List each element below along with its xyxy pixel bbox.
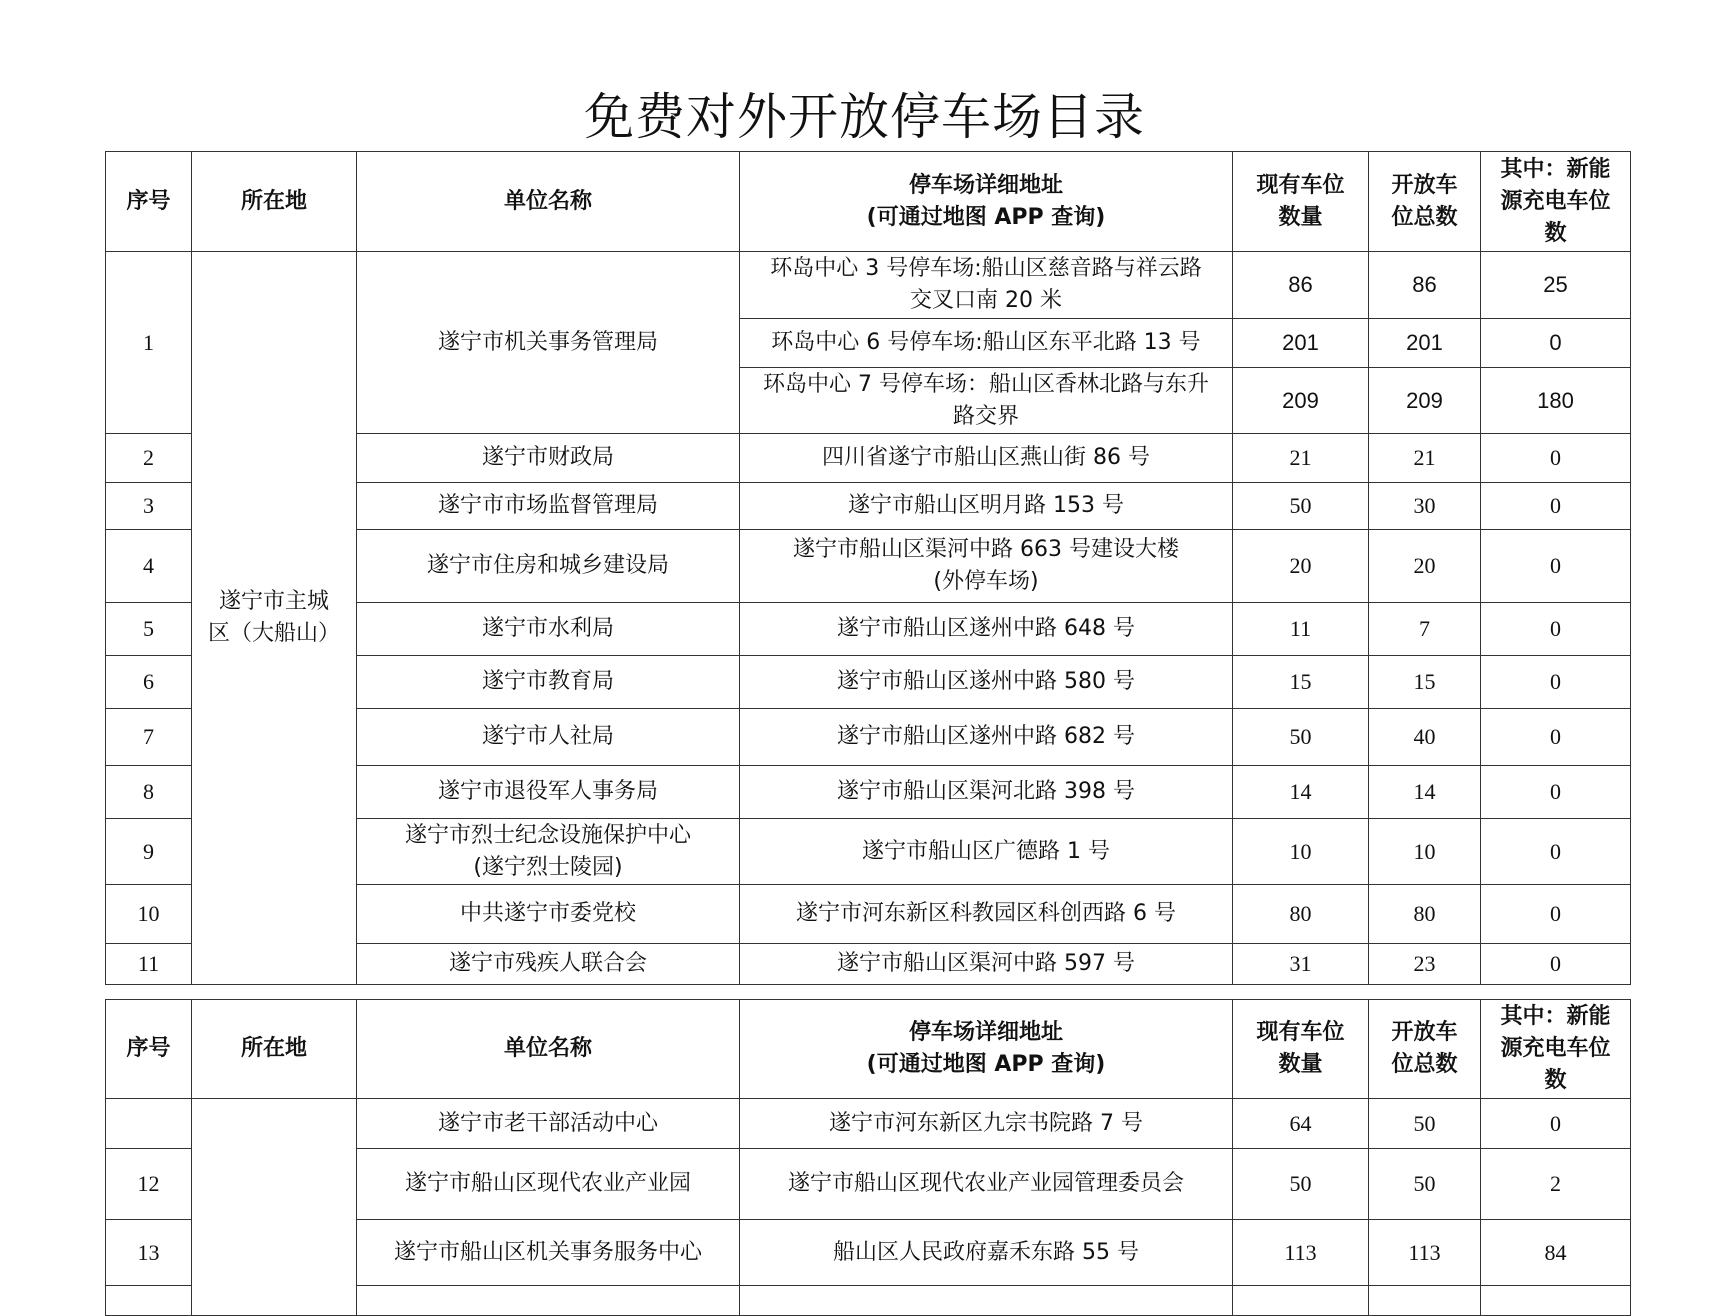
header-address-line1: 停车场详细地址	[908, 172, 1063, 198]
header-ev-line2: 源充电车位	[1500, 1036, 1611, 1061]
open-cell: 10	[1369, 819, 1481, 885]
existing-cell: 64	[1233, 1099, 1369, 1149]
ev-cell: 25	[1481, 252, 1631, 319]
unit-cell: 遂宁市船山区现代农业产业园	[357, 1149, 740, 1220]
unit-cell: 遂宁市住房和城乡建设局	[357, 530, 740, 603]
seq-cell: 8	[106, 766, 192, 819]
header-row	[106, 152, 1631, 252]
seq-cell: 2	[106, 434, 192, 483]
header-seq: 序号	[106, 152, 192, 252]
address-cell: 遂宁市河东新区九宗书院路 7 号	[740, 1099, 1233, 1149]
unit-cell: 遂宁市教育局	[357, 656, 740, 709]
existing-cell: 11	[1233, 603, 1369, 656]
ev-cell: 0	[1481, 319, 1631, 368]
address-cell	[740, 530, 1233, 603]
header-seq: 序号	[106, 1000, 192, 1099]
header-address	[740, 1000, 1233, 1099]
address-cell: 遂宁市船山区渠河中路 597 号	[740, 944, 1233, 985]
header-existing-line1: 现有车位	[1256, 1020, 1345, 1045]
location-line1: 遂宁市主城	[218, 589, 329, 614]
header-ev-line3: 数	[1544, 1068, 1567, 1093]
seq-cell: 5	[106, 603, 192, 656]
header-existing-line2: 数量	[1278, 204, 1323, 230]
address-cell: 遂宁市船山区现代农业产业园管理委员会	[740, 1149, 1233, 1220]
address-line1: 遂宁市船山区渠河中路 663 号建设大楼	[793, 537, 1179, 562]
ev-cell: 0	[1481, 656, 1631, 709]
location-cell	[192, 252, 357, 985]
unit-cell: 遂宁市人社局	[357, 709, 740, 766]
header-address-line2: (可通过地图 APP 查询)	[866, 1052, 1106, 1077]
open-cell: 50	[1369, 1149, 1481, 1220]
unit-cell: 遂宁市老干部活动中心	[357, 1099, 740, 1149]
existing-cell: 31	[1233, 944, 1369, 985]
address-cell	[740, 1286, 1233, 1316]
existing-cell: 21	[1233, 434, 1369, 483]
existing-cell: 50	[1233, 1149, 1369, 1220]
parking-table-page-2	[105, 999, 1631, 1316]
location-cell	[192, 1099, 357, 1316]
unit-line1: 遂宁市烈士纪念设施保护中心	[404, 822, 691, 848]
header-row	[106, 1000, 1631, 1099]
open-cell: 20	[1369, 530, 1481, 603]
header-ev-line3: 数	[1544, 220, 1567, 246]
existing-cell: 15	[1233, 656, 1369, 709]
header-address-line1: 停车场详细地址	[908, 1020, 1063, 1045]
seq-cell: 12	[106, 1149, 192, 1220]
ev-cell: 0	[1481, 885, 1631, 944]
header-ev-line1: 其中：新能	[1500, 1004, 1611, 1029]
unit-cell: 遂宁市残疾人联合会	[357, 944, 740, 985]
open-cell: 201	[1369, 319, 1481, 368]
address-line2: 交叉口南 20 米	[910, 288, 1062, 313]
ev-cell: 0	[1481, 483, 1631, 530]
open-cell: 7	[1369, 603, 1481, 656]
table-row	[106, 252, 1631, 319]
seq-cell: 4	[106, 530, 192, 603]
address-cell	[740, 252, 1233, 319]
header-existing-line2: 数量	[1278, 1052, 1323, 1077]
seq-cell	[106, 1286, 192, 1316]
header-unit: 单位名称	[357, 152, 740, 252]
header-address	[740, 152, 1233, 252]
header-open	[1369, 1000, 1481, 1099]
address-line1: 环岛中心 3 号停车场:船山区慈音路与祥云路	[770, 256, 1202, 281]
header-ev-line2: 源充电车位	[1500, 188, 1611, 214]
seq-cell: 7	[106, 709, 192, 766]
ev-cell: 0	[1481, 819, 1631, 885]
ev-cell: 84	[1481, 1220, 1631, 1286]
header-open-line2: 位总数	[1391, 204, 1458, 230]
seq-cell: 3	[106, 483, 192, 530]
seq-cell: 6	[106, 656, 192, 709]
address-cell: 遂宁市船山区明月路 153 号	[740, 483, 1233, 530]
address-line2: (外停车场)	[933, 569, 1039, 594]
open-cell: 209	[1369, 368, 1481, 434]
unit-cell	[357, 1286, 740, 1316]
unit-cell: 遂宁市船山区机关事务服务中心	[357, 1220, 740, 1286]
open-cell: 40	[1369, 709, 1481, 766]
address-cell: 遂宁市船山区遂州中路 580 号	[740, 656, 1233, 709]
location-line2: 区（大船山）	[207, 621, 340, 646]
existing-cell: 201	[1233, 319, 1369, 368]
address-cell: 遂宁市船山区渠河北路 398 号	[740, 766, 1233, 819]
existing-cell: 50	[1233, 709, 1369, 766]
address-cell: 遂宁市船山区遂州中路 682 号	[740, 709, 1233, 766]
parking-table-page-1	[105, 151, 1631, 985]
seq-cell: 1	[106, 252, 192, 434]
seq-cell	[106, 1099, 192, 1149]
ev-cell: 0	[1481, 709, 1631, 766]
address-cell: 遂宁市船山区遂州中路 648 号	[740, 603, 1233, 656]
existing-cell: 10	[1233, 819, 1369, 885]
ev-cell: 0	[1481, 766, 1631, 819]
address-cell: 船山区人民政府嘉禾东路 55 号	[740, 1220, 1233, 1286]
header-open	[1369, 152, 1481, 252]
unit-cell: 遂宁市财政局	[357, 434, 740, 483]
unit-cell: 遂宁市水利局	[357, 603, 740, 656]
address-line2: 路交界	[952, 403, 1019, 429]
existing-cell: 113	[1233, 1220, 1369, 1286]
header-location: 所在地	[192, 1000, 357, 1099]
header-ev-line1: 其中：新能	[1500, 156, 1611, 182]
document-title: 免费对外开放停车场目录	[584, 88, 1145, 146]
ev-cell	[1481, 1286, 1631, 1316]
existing-cell: 80	[1233, 885, 1369, 944]
ev-cell: 0	[1481, 530, 1631, 603]
seq-cell: 13	[106, 1220, 192, 1286]
existing-cell	[1233, 1286, 1369, 1316]
ev-cell: 0	[1481, 1099, 1631, 1149]
header-unit: 单位名称	[357, 1000, 740, 1099]
ev-cell: 2	[1481, 1149, 1631, 1220]
header-open-line1: 开放车	[1391, 172, 1458, 198]
header-location: 所在地	[192, 152, 357, 252]
address-cell: 环岛中心 6 号停车场:船山区东平北路 13 号	[740, 319, 1233, 368]
header-open-line2: 位总数	[1391, 1052, 1458, 1077]
open-cell: 80	[1369, 885, 1481, 944]
address-cell: 遂宁市船山区广德路 1 号	[740, 819, 1233, 885]
open-cell: 23	[1369, 944, 1481, 985]
open-cell: 113	[1369, 1220, 1481, 1286]
header-open-line1: 开放车	[1391, 1020, 1458, 1045]
seq-cell: 10	[106, 885, 192, 944]
existing-cell: 209	[1233, 368, 1369, 434]
open-cell: 14	[1369, 766, 1481, 819]
ev-cell: 0	[1481, 944, 1631, 985]
seq-cell: 9	[106, 819, 192, 885]
unit-cell: 遂宁市机关事务管理局	[357, 252, 740, 434]
header-existing	[1233, 152, 1369, 252]
unit-line2: (遂宁烈士陵园)	[473, 854, 623, 880]
open-cell: 21	[1369, 434, 1481, 483]
open-cell: 50	[1369, 1099, 1481, 1149]
header-ev	[1481, 152, 1631, 252]
header-existing	[1233, 1000, 1369, 1099]
unit-cell	[357, 819, 740, 885]
unit-cell: 中共遂宁市委党校	[357, 885, 740, 944]
open-cell	[1369, 1286, 1481, 1316]
ev-cell: 0	[1481, 603, 1631, 656]
open-cell: 86	[1369, 252, 1481, 319]
unit-cell: 遂宁市退役军人事务局	[357, 766, 740, 819]
address-cell	[740, 368, 1233, 434]
open-cell: 30	[1369, 483, 1481, 530]
seq-cell: 11	[106, 944, 192, 985]
header-existing-line1: 现有车位	[1256, 172, 1345, 198]
unit-cell: 遂宁市市场监督管理局	[357, 483, 740, 530]
address-cell: 四川省遂宁市船山区燕山街 86 号	[740, 434, 1233, 483]
existing-cell: 20	[1233, 530, 1369, 603]
address-line1: 环岛中心 7 号停车场：船山区香林北路与东升	[763, 371, 1209, 397]
header-address-line2: (可通过地图 APP 查询)	[866, 204, 1106, 230]
ev-cell: 0	[1481, 434, 1631, 483]
header-ev	[1481, 1000, 1631, 1099]
address-cell: 遂宁市河东新区科教园区科创西路 6 号	[740, 885, 1233, 944]
ev-cell: 180	[1481, 368, 1631, 434]
existing-cell: 14	[1233, 766, 1369, 819]
table-row	[106, 1099, 1631, 1149]
open-cell: 15	[1369, 656, 1481, 709]
existing-cell: 86	[1233, 252, 1369, 319]
existing-cell: 50	[1233, 483, 1369, 530]
